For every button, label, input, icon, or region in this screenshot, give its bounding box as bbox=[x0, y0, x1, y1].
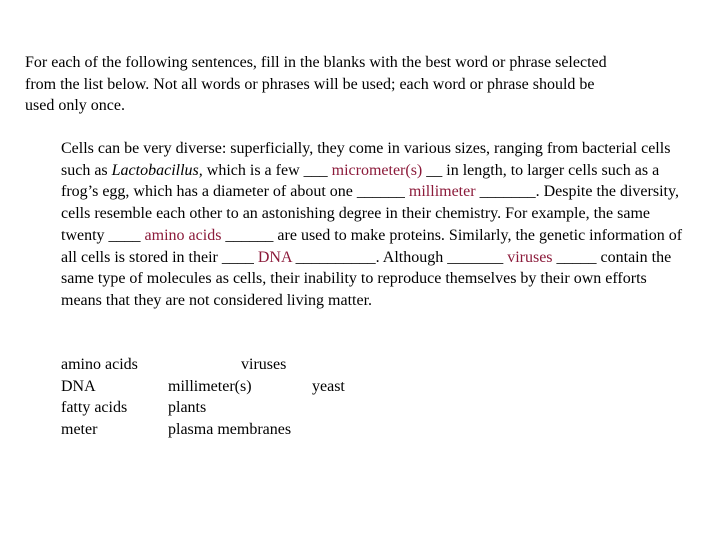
word-list-item: millimeter(s) bbox=[168, 377, 252, 395]
answer-micrometers: micrometer(s) bbox=[331, 161, 423, 179]
paragraph-text-7: _____ contain the same type of molecules as cells, their inability to reproduce themselves by their own efforts means that they are not considered living matter. bbox=[61, 248, 672, 309]
instructions-line-3: used only once. bbox=[25, 97, 125, 114]
answer-dna: DNA bbox=[257, 248, 292, 266]
paragraph-text-4: _______. Despite the diversity, cells resemble each other to an astonishing degree in their chemistry. For example, the same twenty ____ bbox=[61, 183, 679, 244]
word-list-item: plants bbox=[168, 399, 207, 417]
paragraph-text-6: __________. Although _______ bbox=[291, 248, 508, 266]
instructions-line-1: For each of the following sentences, fill in the blanks with the best word or phrase selected bbox=[25, 54, 607, 71]
answer-amino-acids: amino acids bbox=[144, 226, 222, 244]
paragraph-text-1: Cells can be very diverse: superficially, they come in various sizes, ranging from bacterial cells such as bbox=[61, 140, 671, 179]
paragraph-text-2: which is a few ___ bbox=[202, 161, 332, 179]
paragraph-text-3: __ in length, to larger cells such as a frog’s egg, which has a diameter of about one ______ bbox=[61, 161, 660, 201]
instructions-line-2: from the list below. Not all words or phrases will be used; each word or phrase should be bbox=[25, 75, 595, 93]
paragraph-italic-lactobacillus: Lactobacillus, bbox=[111, 161, 203, 179]
word-list-item: DNA bbox=[61, 377, 96, 395]
word-list-item: plasma membranes bbox=[168, 421, 292, 439]
fill-in-paragraph bbox=[61, 138, 691, 312]
word-list-item: amino acids bbox=[61, 356, 138, 373]
instructions bbox=[25, 52, 705, 117]
paragraph-text-5: ______ are used to make proteins. Similarly, the genetic information of all cells is stored in their ____ bbox=[61, 226, 683, 266]
word-list-item: meter bbox=[61, 421, 98, 439]
word-list-item: yeast bbox=[312, 377, 345, 395]
answer-viruses: viruses bbox=[507, 248, 553, 266]
word-list-item: viruses bbox=[241, 356, 287, 373]
word-list-item: fatty acids bbox=[61, 399, 128, 417]
answer-millimeter: millimeter bbox=[408, 183, 476, 201]
